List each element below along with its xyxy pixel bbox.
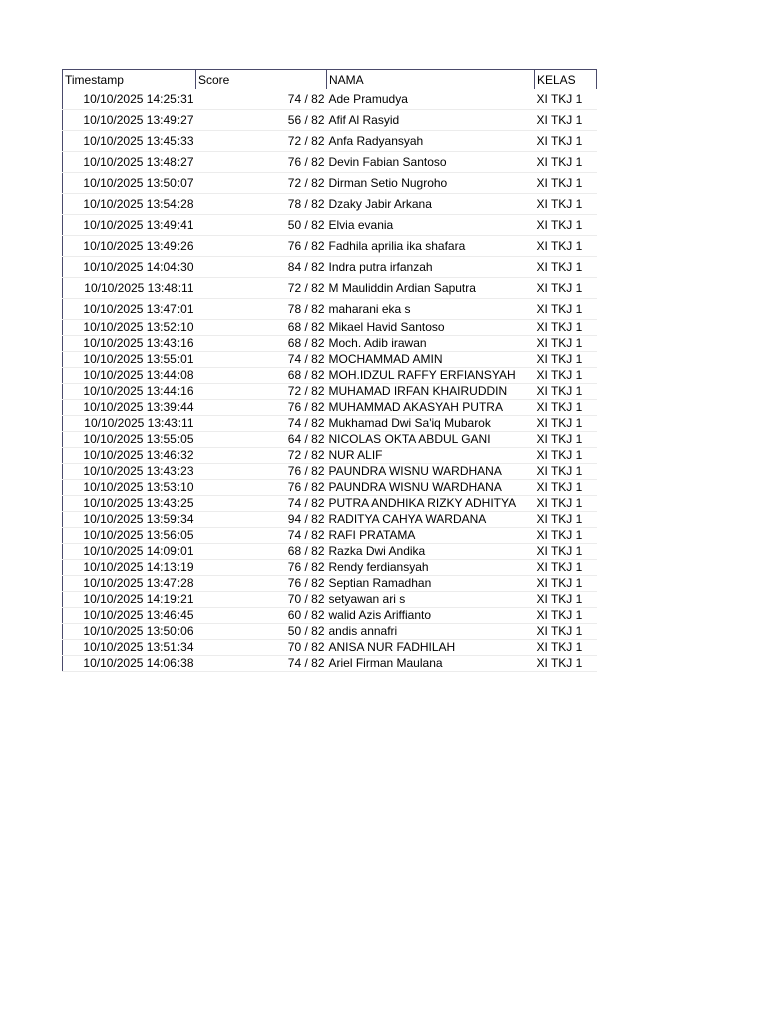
table-row [63, 592, 597, 608]
cell-kelas: XI TKJ 1 [535, 528, 597, 544]
cell-kelas: XI TKJ 1 [535, 152, 597, 173]
header-nama: NAMA [327, 70, 535, 90]
cell-nama: Septian Ramadhan [327, 576, 535, 592]
cell-score: 84 / 82 [196, 257, 327, 278]
cell-kelas: XI TKJ 1 [535, 416, 597, 432]
cell-score: 76 / 82 [196, 236, 327, 257]
cell-nama: Afif Al Rasyid [327, 110, 535, 131]
cell-nama: Elvia evania [327, 215, 535, 236]
table-row [63, 640, 597, 656]
cell-kelas: XI TKJ 1 [535, 608, 597, 624]
cell-nama: MOCHAMMAD AMIN [327, 352, 535, 368]
cell-timestamp: 10/10/2025 13:52:10 [63, 320, 196, 336]
cell-score: 60 / 82 [196, 608, 327, 624]
header-score: Score [196, 70, 327, 90]
header-row [63, 70, 597, 90]
cell-score: 74 / 82 [196, 352, 327, 368]
cell-kelas: XI TKJ 1 [535, 496, 597, 512]
cell-nama: PAUNDRA WISNU WARDHANA [327, 464, 535, 480]
cell-timestamp: 10/10/2025 13:50:06 [63, 624, 196, 640]
cell-timestamp: 10/10/2025 13:50:07 [63, 173, 196, 194]
cell-nama: setyawan ari s [327, 592, 535, 608]
cell-nama: Rendy ferdiansyah [327, 560, 535, 576]
header-timestamp: Timestamp [63, 70, 196, 90]
table-row [63, 352, 597, 368]
table-row [63, 215, 597, 236]
table-row [63, 464, 597, 480]
cell-kelas: XI TKJ 1 [535, 624, 597, 640]
cell-score: 76 / 82 [196, 560, 327, 576]
cell-kelas: XI TKJ 1 [535, 236, 597, 257]
table-row [63, 368, 597, 384]
score-table [62, 69, 597, 672]
cell-kelas: XI TKJ 1 [535, 656, 597, 672]
cell-timestamp: 10/10/2025 13:49:26 [63, 236, 196, 257]
cell-score: 72 / 82 [196, 131, 327, 152]
cell-nama: RADITYA CAHYA WARDANA [327, 512, 535, 528]
cell-timestamp: 10/10/2025 13:51:34 [63, 640, 196, 656]
cell-nama: maharani eka s [327, 299, 535, 320]
cell-nama: ANISA NUR FADHILAH [327, 640, 535, 656]
cell-nama: MOH.IDZUL RAFFY ERFIANSYAH [327, 368, 535, 384]
cell-timestamp: 10/10/2025 14:19:21 [63, 592, 196, 608]
cell-score: 76 / 82 [196, 152, 327, 173]
cell-timestamp: 10/10/2025 14:25:31 [63, 89, 196, 110]
cell-score: 68 / 82 [196, 320, 327, 336]
cell-nama: Ade Pramudya [327, 89, 535, 110]
cell-score: 50 / 82 [196, 624, 327, 640]
cell-score: 70 / 82 [196, 592, 327, 608]
table-row [63, 173, 597, 194]
cell-nama: Ariel Firman Maulana [327, 656, 535, 672]
cell-timestamp: 10/10/2025 13:47:01 [63, 299, 196, 320]
cell-kelas: XI TKJ 1 [535, 194, 597, 215]
table-row [63, 448, 597, 464]
table-row [63, 528, 597, 544]
cell-score: 94 / 82 [196, 512, 327, 528]
cell-score: 76 / 82 [196, 480, 327, 496]
cell-kelas: XI TKJ 1 [535, 640, 597, 656]
table-row [63, 110, 597, 131]
cell-kelas: XI TKJ 1 [535, 432, 597, 448]
cell-score: 74 / 82 [196, 528, 327, 544]
cell-timestamp: 10/10/2025 14:09:01 [63, 544, 196, 560]
table-row [63, 608, 597, 624]
table-row [63, 512, 597, 528]
cell-kelas: XI TKJ 1 [535, 480, 597, 496]
cell-timestamp: 10/10/2025 13:48:11 [63, 278, 196, 299]
cell-nama: Mikael Havid Santoso [327, 320, 535, 336]
cell-nama: RAFI PRATAMA [327, 528, 535, 544]
cell-timestamp: 10/10/2025 13:53:10 [63, 480, 196, 496]
table-row [63, 400, 597, 416]
table-row [63, 152, 597, 173]
cell-kelas: XI TKJ 1 [535, 215, 597, 236]
cell-timestamp: 10/10/2025 13:59:34 [63, 512, 196, 528]
table-row [63, 194, 597, 215]
table-row [63, 278, 597, 299]
cell-kelas: XI TKJ 1 [535, 544, 597, 560]
cell-timestamp: 10/10/2025 13:49:27 [63, 110, 196, 131]
cell-score: 72 / 82 [196, 278, 327, 299]
cell-nama: NICOLAS OKTA ABDUL GANI [327, 432, 535, 448]
cell-kelas: XI TKJ 1 [535, 110, 597, 131]
cell-kelas: XI TKJ 1 [535, 448, 597, 464]
cell-nama: Moch. Adib irawan [327, 336, 535, 352]
table-row [63, 544, 597, 560]
cell-nama: Dzaky Jabir Arkana [327, 194, 535, 215]
cell-timestamp: 10/10/2025 13:43:11 [63, 416, 196, 432]
cell-score: 72 / 82 [196, 173, 327, 194]
table-row [63, 432, 597, 448]
cell-nama: Anfa Radyansyah [327, 131, 535, 152]
cell-nama: Indra putra irfanzah [327, 257, 535, 278]
cell-timestamp: 10/10/2025 14:13:19 [63, 560, 196, 576]
cell-timestamp: 10/10/2025 13:48:27 [63, 152, 196, 173]
cell-nama: MUHAMAD IRFAN KHAIRUDDIN [327, 384, 535, 400]
cell-score: 68 / 82 [196, 336, 327, 352]
table-row [63, 416, 597, 432]
cell-timestamp: 10/10/2025 13:46:45 [63, 608, 196, 624]
cell-nama: andis annafri [327, 624, 535, 640]
table-row [63, 236, 597, 257]
table-row [63, 656, 597, 672]
table-row [63, 480, 597, 496]
cell-timestamp: 10/10/2025 13:43:25 [63, 496, 196, 512]
table-row [63, 624, 597, 640]
cell-kelas: XI TKJ 1 [535, 384, 597, 400]
table-row [63, 299, 597, 320]
table-row [63, 257, 597, 278]
cell-kelas: XI TKJ 1 [535, 368, 597, 384]
table-row [63, 560, 597, 576]
cell-score: 50 / 82 [196, 215, 327, 236]
cell-timestamp: 10/10/2025 13:39:44 [63, 400, 196, 416]
cell-score: 74 / 82 [196, 416, 327, 432]
cell-timestamp: 10/10/2025 14:04:30 [63, 257, 196, 278]
header-kelas: KELAS [535, 70, 597, 90]
cell-kelas: XI TKJ 1 [535, 352, 597, 368]
cell-nama: Fadhila aprilia ika shafara [327, 236, 535, 257]
cell-kelas: XI TKJ 1 [535, 173, 597, 194]
cell-nama: MUHAMMAD AKASYAH PUTRA [327, 400, 535, 416]
cell-score: 64 / 82 [196, 432, 327, 448]
cell-kelas: XI TKJ 1 [535, 336, 597, 352]
cell-kelas: XI TKJ 1 [535, 257, 597, 278]
table-row [63, 336, 597, 352]
cell-score: 74 / 82 [196, 496, 327, 512]
table-row [63, 576, 597, 592]
cell-kelas: XI TKJ 1 [535, 89, 597, 110]
cell-nama: M Mauliddin Ardian Saputra [327, 278, 535, 299]
cell-kelas: XI TKJ 1 [535, 299, 597, 320]
cell-nama: NUR ALIF [327, 448, 535, 464]
cell-score: 78 / 82 [196, 194, 327, 215]
cell-kelas: XI TKJ 1 [535, 278, 597, 299]
cell-timestamp: 10/10/2025 13:43:23 [63, 464, 196, 480]
cell-timestamp: 10/10/2025 13:47:28 [63, 576, 196, 592]
cell-nama: PAUNDRA WISNU WARDHANA [327, 480, 535, 496]
cell-score: 76 / 82 [196, 576, 327, 592]
cell-timestamp: 10/10/2025 14:06:38 [63, 656, 196, 672]
spreadsheet-page [62, 69, 596, 672]
cell-timestamp: 10/10/2025 13:43:16 [63, 336, 196, 352]
cell-score: 76 / 82 [196, 464, 327, 480]
cell-timestamp: 10/10/2025 13:55:01 [63, 352, 196, 368]
table-row [63, 320, 597, 336]
table-body [63, 89, 597, 672]
cell-score: 78 / 82 [196, 299, 327, 320]
cell-kelas: XI TKJ 1 [535, 131, 597, 152]
cell-nama: Devin Fabian Santoso [327, 152, 535, 173]
cell-timestamp: 10/10/2025 13:49:41 [63, 215, 196, 236]
cell-score: 76 / 82 [196, 400, 327, 416]
cell-kelas: XI TKJ 1 [535, 560, 597, 576]
table-row [63, 89, 597, 110]
cell-score: 70 / 82 [196, 640, 327, 656]
cell-nama: walid Azis Ariffianto [327, 608, 535, 624]
table-row [63, 496, 597, 512]
cell-timestamp: 10/10/2025 13:45:33 [63, 131, 196, 152]
cell-nama: Razka Dwi Andika [327, 544, 535, 560]
cell-timestamp: 10/10/2025 13:55:05 [63, 432, 196, 448]
table-row [63, 384, 597, 400]
cell-kelas: XI TKJ 1 [535, 400, 597, 416]
cell-score: 56 / 82 [196, 110, 327, 131]
cell-score: 74 / 82 [196, 89, 327, 110]
table-row [63, 131, 597, 152]
cell-kelas: XI TKJ 1 [535, 464, 597, 480]
cell-score: 68 / 82 [196, 368, 327, 384]
cell-kelas: XI TKJ 1 [535, 576, 597, 592]
cell-timestamp: 10/10/2025 13:56:05 [63, 528, 196, 544]
cell-nama: Dirman Setio Nugroho [327, 173, 535, 194]
cell-timestamp: 10/10/2025 13:44:08 [63, 368, 196, 384]
cell-score: 68 / 82 [196, 544, 327, 560]
cell-timestamp: 10/10/2025 13:44:16 [63, 384, 196, 400]
cell-kelas: XI TKJ 1 [535, 320, 597, 336]
cell-kelas: XI TKJ 1 [535, 592, 597, 608]
cell-nama: PUTRA ANDHIKA RIZKY ADHITYA [327, 496, 535, 512]
cell-kelas: XI TKJ 1 [535, 512, 597, 528]
cell-score: 72 / 82 [196, 448, 327, 464]
cell-timestamp: 10/10/2025 13:46:32 [63, 448, 196, 464]
cell-score: 72 / 82 [196, 384, 327, 400]
cell-score: 74 / 82 [196, 656, 327, 672]
cell-nama: Mukhamad Dwi Sa'iq Mubarok [327, 416, 535, 432]
cell-timestamp: 10/10/2025 13:54:28 [63, 194, 196, 215]
